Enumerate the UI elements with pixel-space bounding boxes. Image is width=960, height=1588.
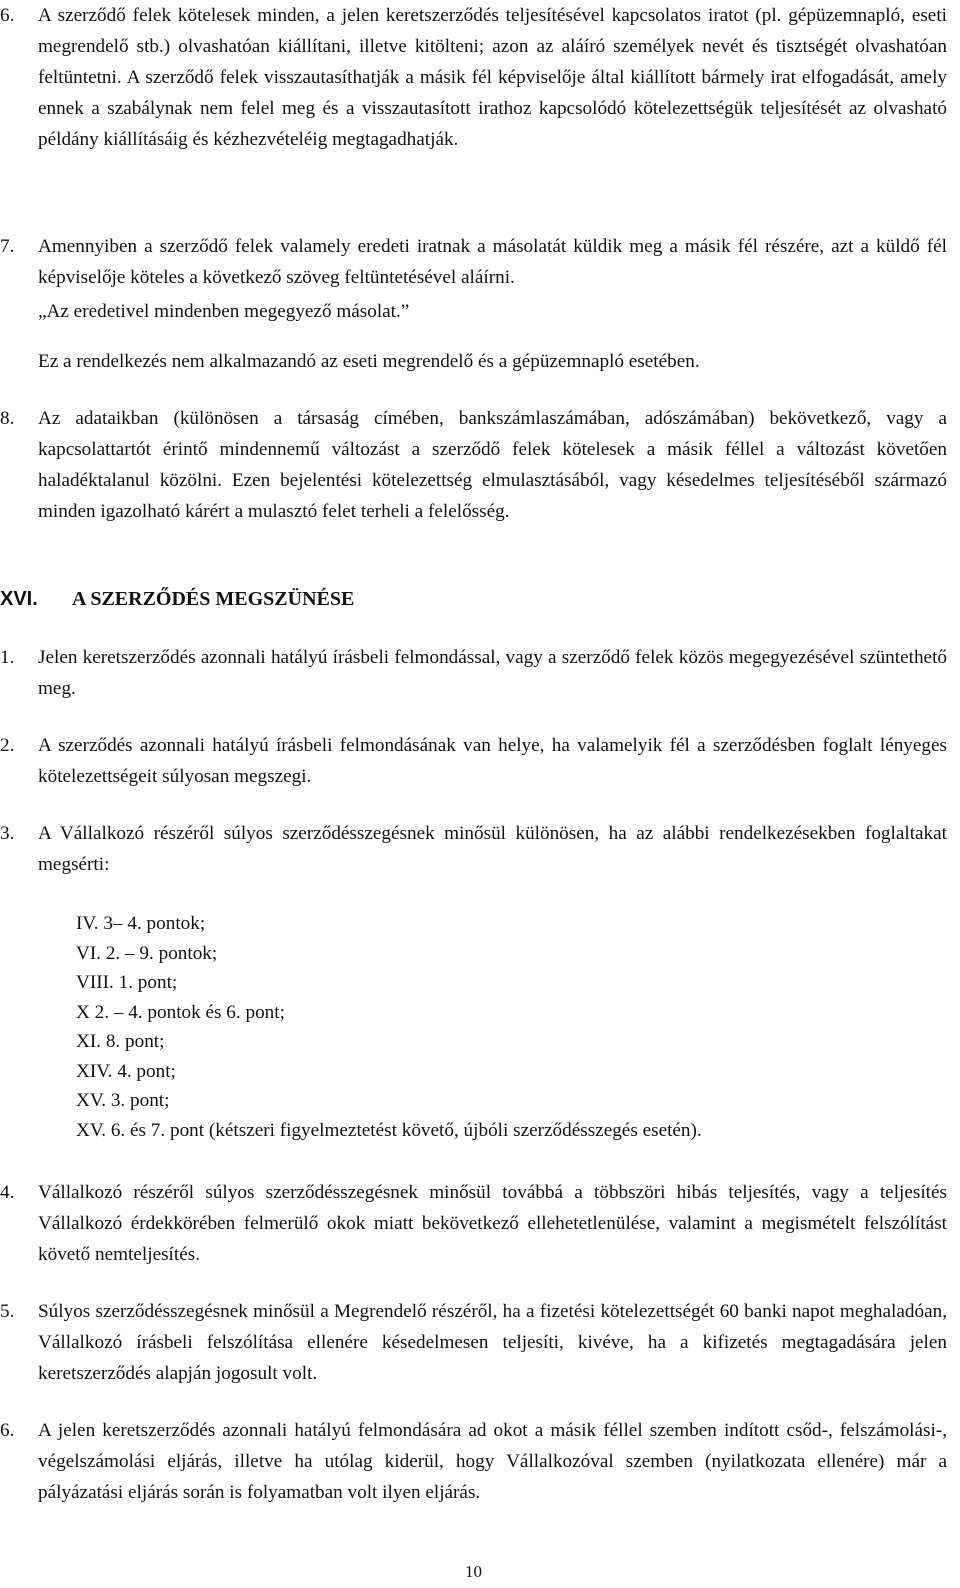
item-number: 4. bbox=[0, 1182, 15, 1203]
paragraph-text: Az adataikban (különösen a társaság címében, bankszámlaszámában, adószámában) bekövetkező, vagy a kapcsolattartót érintő mindennemű változást a szerződő felek kötelesek a másik féllel a változást követően haladéktalanul közölni. Ezen bejelentési kötelezettség elmulasztásából, vagy késedelmes teljesítéséből származó minden igazolható kárért a mulasztó felet terheli a felelősség. bbox=[38, 408, 947, 522]
list-item: VI. 2. – 9. pontok; bbox=[76, 942, 218, 964]
paragraph-number: 8. bbox=[0, 408, 15, 429]
item-text: Súlyos szerződésszegésnek minősül a Megrendelő részéről, ha a fizetési kötelezettségét 60 banki napot meghaladóan, Vállalkozó írásbeli felszólítása ellenére késedelmesen teljesíti, kivéve, ha a kifizetés megtagadására jelen keretszerződés alapján jogosult volt. bbox=[38, 1301, 947, 1384]
item-text: Jelen keretszerződés azonnali hatályú írásbeli felmondással, vagy a szerződő felek közös megegyezésével szüntethető meg. bbox=[38, 647, 947, 699]
list-item: XIV. 4. pont; bbox=[76, 1060, 176, 1082]
item-text: Vállalkozó részéről súlyos szerződésszegésnek minősül továbbá a többszöri hibás teljesítés, vagy a teljesítés Vállalkozó érdekkörében felmerülő okok miatt bekövetkező ellehetetlenülése, valamint a megismételt felszólítást követő nemteljesítés. bbox=[38, 1182, 947, 1265]
paragraph-number: 6. bbox=[0, 5, 15, 26]
page-number: 10 bbox=[465, 1562, 482, 1581]
section-item-5 bbox=[0, 1296, 947, 1389]
section-number: XVI. bbox=[0, 588, 38, 610]
paragraph-6 bbox=[0, 0, 947, 155]
paragraph-text: Amennyiben a szerződő felek valamely eredeti iratnak a másolatát küldik meg a másik fél részére, azt a küldő fél képviselője köteles a következő szöveg feltüntetésével aláírni. bbox=[38, 236, 947, 288]
section-title: A SZERZŐDÉS MEGSZÜNÉSE bbox=[72, 588, 355, 610]
item-number: 5. bbox=[0, 1301, 15, 1322]
list-item: X 2. – 4. pontok és 6. pont; bbox=[76, 1001, 285, 1023]
section-item-1 bbox=[0, 642, 947, 704]
item-number: 6. bbox=[0, 1420, 15, 1441]
list-item: XV. 6. és 7. pont (kétszeri figyelmeztetést követő, újbóli szerződésszegés esetén). bbox=[76, 1119, 702, 1141]
item-text: A Vállalkozó részéről súlyos szerződésszegésnek minősül különösen, ha az alábbi rendelkezésekben foglaltakat megsérti: bbox=[38, 823, 947, 875]
list-item: XV. 3. pont; bbox=[76, 1090, 170, 1111]
section-heading bbox=[0, 584, 354, 615]
paragraph-8 bbox=[0, 403, 947, 527]
list-item: IV. 3– 4. pontok; bbox=[76, 913, 206, 934]
item-number: 2. bbox=[0, 735, 15, 756]
section-item-4 bbox=[0, 1177, 947, 1270]
violated-points-list bbox=[76, 909, 702, 1145]
item-text: A jelen keretszerződés azonnali hatályú felmondására ad okot a másik féllel szemben indított csőd-, felszámolási-, végelszámolási eljárás, illetve ha utólag kiderül, hogy Vállalkozóval szemben (nyilatkozata ellenére) már a pályázatási eljárás során is folyamatban volt ilyen eljárás. bbox=[38, 1420, 947, 1503]
paragraph-number: 7. bbox=[0, 236, 15, 257]
quoted-text: „Az eredetivel mindenben megegyező másolat.” bbox=[38, 301, 410, 322]
paragraph-text: A szerződő felek kötelesek minden, a jelen keretszerződés teljesítésével kapcsolatos iratot (pl. gépüzemnapló, eseti megrendelő stb.) olvashatóan kiállítani, illetve kitölteni; azon az aláíró személyek nevét és tisztségét olvashatóan feltüntetni. A szerződő felek visszautasíthatják a másik fél képviselője által kiállított bármely irat elfogadását, amely ennek a szabálynak nem felel meg és a visszautasított irathoz kapcsolódó kötelezettségük teljesítését az olvasható példány kiállításáig és kézhezvételéig megtagadhatják. bbox=[38, 5, 947, 150]
note-text: Ez a rendelkezés nem alkalmazandó az eseti megrendelő és a gépüzemnapló esetében. bbox=[38, 351, 700, 372]
section-item-3 bbox=[0, 818, 947, 880]
item-text: A szerződés azonnali hatályú írásbeli felmondásának van helye, ha valamelyik fél a szerződésben foglalt lényeges kötelezettségeit súlyosan megszegi. bbox=[38, 735, 947, 787]
item-number: 3. bbox=[0, 823, 15, 844]
paragraph-7 bbox=[0, 231, 947, 293]
item-number: 1. bbox=[0, 647, 15, 668]
section-item-2 bbox=[0, 730, 947, 792]
section-item-6 bbox=[0, 1415, 947, 1508]
list-item: XI. 8. pont; bbox=[76, 1031, 165, 1052]
list-item: VIII. 1. pont; bbox=[76, 972, 178, 993]
